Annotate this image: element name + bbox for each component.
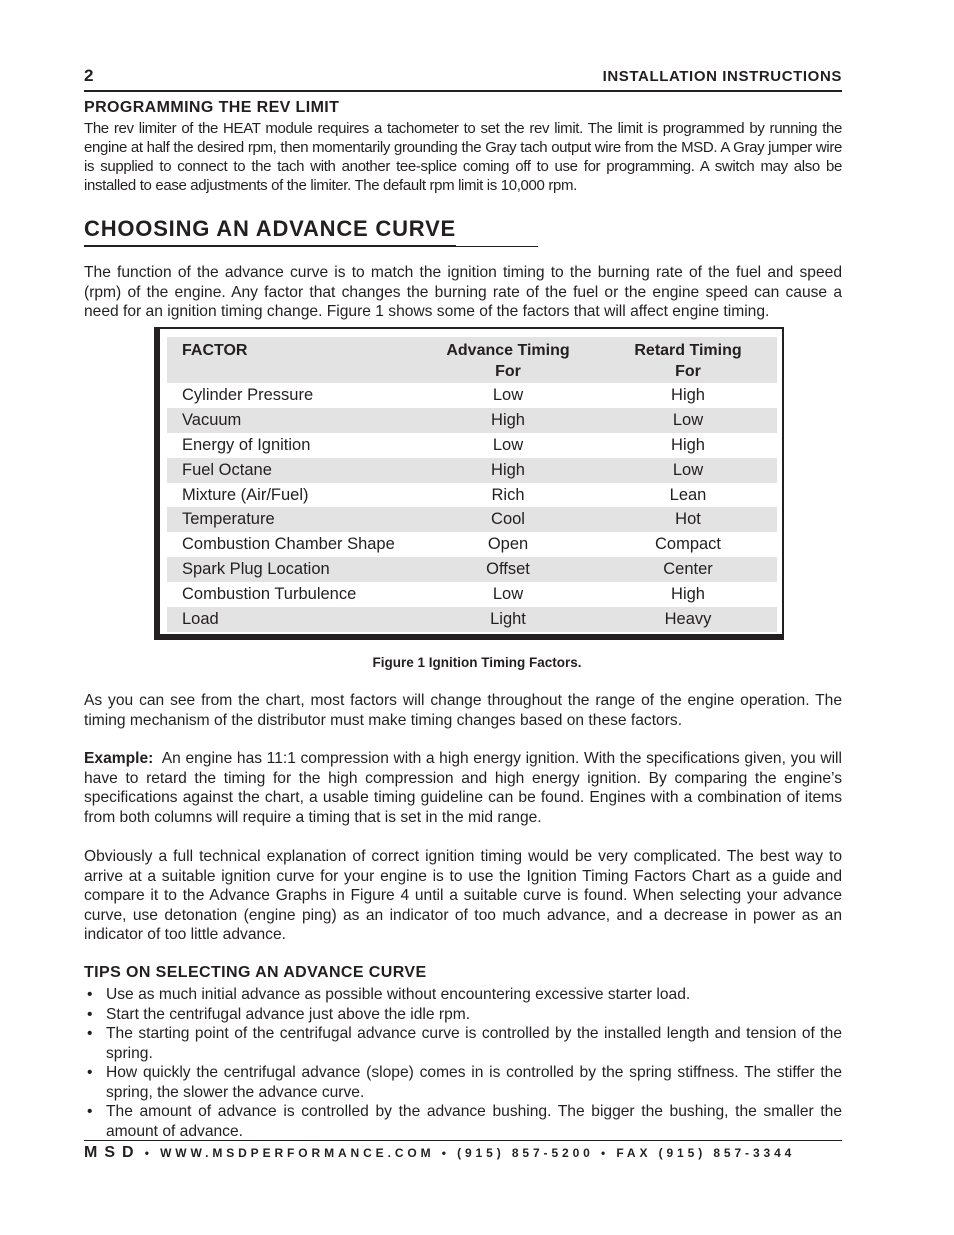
advance-curve-heading: CHOOSING AN ADVANCE CURVE bbox=[84, 216, 456, 247]
advance-cell: Cool bbox=[491, 510, 525, 529]
footer bbox=[84, 1144, 842, 1162]
retard-cell: Center bbox=[663, 560, 713, 579]
tip-item: • The starting point of the centrifugal advance curve is controlled by the installed length and tension of the spring. bbox=[84, 1024, 842, 1063]
advance-cell: Light bbox=[490, 609, 526, 628]
table-row bbox=[167, 557, 777, 582]
table-row bbox=[167, 458, 777, 483]
factor-cell: Fuel Octane bbox=[182, 460, 272, 479]
header-title: INSTALLATION INSTRUCTIONS bbox=[602, 68, 842, 85]
retard-cell: Hot bbox=[675, 510, 701, 529]
advance-cell: High bbox=[491, 460, 525, 479]
retard-cell: Low bbox=[672, 410, 704, 429]
factor-cell: Cylinder Pressure bbox=[182, 385, 314, 404]
advance-cell: Open bbox=[487, 535, 529, 554]
example-paragraph bbox=[84, 749, 842, 827]
tips-list bbox=[84, 985, 842, 1141]
retard-cell: High bbox=[671, 435, 705, 454]
advance-cell: High bbox=[491, 410, 525, 429]
factor-cell: Spark Plug Location bbox=[182, 560, 330, 579]
advance-cell: Low bbox=[492, 585, 524, 604]
tip-item: • Start the centrifugal advance just above the idle rpm. bbox=[84, 1005, 842, 1025]
table-row bbox=[167, 433, 777, 458]
header-divider bbox=[84, 90, 842, 92]
example-label: Example: bbox=[84, 750, 154, 767]
chart-note: As you can see from the chart, most factors will change throughout the range of the engine operation. The timing mechanism of the distributor must make timing changes based on these factors. bbox=[84, 692, 842, 729]
retard-cell: Heavy bbox=[664, 609, 712, 628]
example-text: An engine has 11:1 compression with a high energy ignition. With the specifications given, you will have to retard the timing for the high compression and high energy ignition. By comparing the engine’s specifications against the chart, a usable timing guideline can be found. Engines with a combination of items from both columns will require a timing that is set in the mid range. bbox=[84, 750, 842, 826]
table-row bbox=[167, 532, 777, 557]
retard-cell: High bbox=[671, 585, 705, 604]
retard-cell: High bbox=[671, 385, 705, 404]
retard-cell: Low bbox=[672, 460, 704, 479]
retard-cell: Compact bbox=[654, 535, 722, 554]
factor-cell: Combustion Turbulence bbox=[182, 585, 357, 604]
table-header-row bbox=[167, 337, 777, 383]
factor-cell: Load bbox=[182, 609, 219, 628]
advance-cell: Low bbox=[492, 435, 524, 454]
rev-limit-heading: PROGRAMMING THE REV LIMIT bbox=[84, 99, 340, 116]
advance-cell: Offset bbox=[486, 560, 530, 579]
table-row bbox=[167, 383, 777, 408]
table-row bbox=[167, 507, 777, 532]
tip-item: • How quickly the centrifugal advance (slope) comes in is controlled by the spring stiffness. The stiffer the spring, the slower the advance curve. bbox=[84, 1063, 842, 1102]
retard-cell: Lean bbox=[669, 485, 707, 504]
table-row bbox=[167, 483, 777, 508]
factor-cell: Combustion Chamber Shape bbox=[182, 535, 395, 554]
table-row bbox=[167, 607, 777, 632]
factor-cell: Temperature bbox=[182, 510, 275, 529]
table-row bbox=[167, 582, 777, 607]
heading-underline bbox=[84, 246, 538, 247]
footer-brand: MSD bbox=[84, 1144, 141, 1161]
header-factor: FACTOR bbox=[182, 342, 248, 359]
tip-item: • The amount of advance is controlled by the advance bushing. The bigger the bushing, the smaller the amount of advance. bbox=[84, 1102, 842, 1141]
figure-caption: Figure 1 Ignition Timing Factors. bbox=[372, 655, 582, 670]
header-advance-label: Advance Timing For bbox=[446, 342, 570, 380]
ignition-timing-factors-table bbox=[167, 337, 777, 632]
advance-cell: Low bbox=[492, 385, 524, 404]
header-retard-label: Retard Timing For bbox=[634, 342, 742, 380]
advance-intro: The function of the advance curve is to match the ignition timing to the burning rate of the fuel and speed (rpm) of the engine. Any factor that changes the burning rate of the fuel or the engine speed can cause a need for an ignition timing change. Figure 1 shows some of the factors that will affect engine timing. bbox=[84, 264, 842, 320]
table-row bbox=[167, 408, 777, 433]
header-advance bbox=[417, 337, 599, 382]
page-number: 2 bbox=[84, 66, 94, 85]
footer-divider bbox=[84, 1140, 842, 1141]
tips-heading: TIPS ON SELECTING AN ADVANCE CURVE bbox=[84, 964, 427, 981]
explanation-paragraph: Obviously a full technical explanation of correct ignition timing would be very complicated. The best way to arrive at a suitable ignition curve for your engine is to use the Ignition Timing Factors Chart as a guide and compare it to the Advance Graphs in Figure 4 until a suitable curve is found. When selecting your advance curve, use detonation (engine ping) as an indicator of too much advance, and a decrease in power as an indicator of too little advance. bbox=[84, 848, 842, 943]
rev-limit-body: The rev limiter of the HEAT module requires a tachometer to set the rev limit. The limit is programmed by running the engine at half the desired rpm, then momentarily grounding the Gray tach output wire from the MSD. A Gray jumper wire is supplied to connect to the tach with another tee-splice coming off to use for programming. A switch may also be installed to ease adjustments of the limiter. The default rpm limit is 10,000 rpm. bbox=[84, 120, 842, 194]
tip-item: • Use as much initial advance as possible without encountering excessive starter load. bbox=[84, 985, 842, 1005]
factor-cell: Mixture (Air/Fuel) bbox=[182, 485, 309, 504]
header-retard bbox=[599, 337, 777, 382]
footer-contact: • WWW.MSDPERFORMANCE.COM • (915) 857-5200 • FAX (915) 857-3344 bbox=[144, 1146, 796, 1160]
factor-cell: Vacuum bbox=[182, 410, 242, 429]
advance-cell: Rich bbox=[491, 485, 525, 504]
factor-cell: Energy of Ignition bbox=[182, 435, 311, 454]
